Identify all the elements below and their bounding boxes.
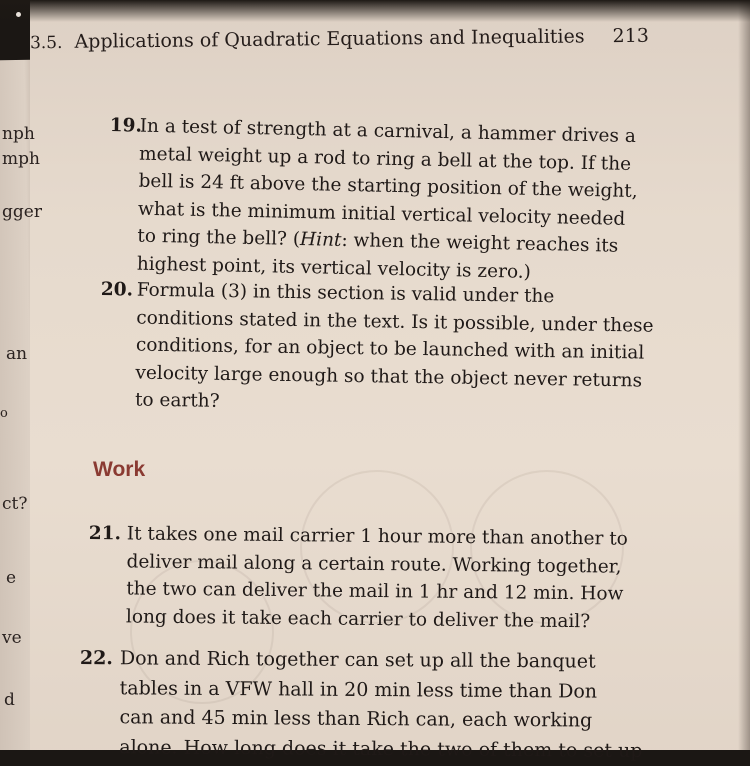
problem-text: metal weight up a rod to ring a bell at the top. If the — [138, 143, 632, 175]
problem-text: alone. How long does it take the two of them to set up — [119, 735, 643, 762]
problem-20 — [99, 276, 654, 422]
problem-line — [88, 602, 627, 635]
problem-text: Formula (3) in this section is valid under the — [136, 279, 555, 308]
facing-page-fragment: d — [4, 690, 15, 710]
problem-text: In a test of strength at a carnival, a hammer drives a — [139, 115, 637, 148]
hint-text: : when the weight reaches its — [341, 229, 619, 257]
hint-label: Hint — [299, 229, 342, 251]
problem-text: velocity large enough so that the object never returns — [135, 362, 643, 392]
problem-text: conditions, for an object to be launched with an initial — [135, 334, 645, 364]
hint-prefix: to ring the bell? ( — [137, 225, 301, 251]
facing-page-fragment: ct? — [2, 494, 28, 514]
problem-text: to earth? — [134, 389, 220, 412]
chapter-title: Applications of Quadratic Equations and Inequalities — [74, 25, 585, 53]
problem-number: 22. — [79, 646, 114, 670]
problem-text: deliver mail along a certain route. Working together, — [126, 550, 622, 578]
problem-text: Don and Rich together can set up all the banquet — [119, 647, 596, 673]
section-heading-work: Work — [93, 458, 146, 481]
problem-19 — [107, 112, 639, 288]
problem-text: what is the minimum initial vertical velocity needed — [137, 198, 626, 230]
page-shadow — [738, 0, 750, 750]
problem-text: conditions stated in the text. Is it possible, under these — [136, 307, 654, 337]
problem-line — [80, 673, 643, 706]
problem-line — [79, 703, 642, 736]
facing-page-fragment: mph — [2, 149, 40, 169]
problem-text: tables in a VFW hall in 20 min less time than Don — [119, 676, 598, 703]
facing-page-fragment: gger — [2, 202, 42, 222]
section-number: 3.5. — [29, 32, 63, 54]
problem-line — [79, 732, 642, 765]
problem-21 — [88, 520, 628, 636]
facing-page-fragment: an — [6, 344, 28, 364]
facing-page-fragment: nph — [2, 124, 35, 144]
problem-text: It takes one mail carrier 1 hour more than another to — [126, 523, 628, 550]
problem-number: 20. — [100, 278, 134, 301]
problem-text: can and 45 min less than Rich can, each working — [119, 706, 593, 732]
facing-page-fragment: o — [0, 406, 8, 421]
problem-number: 19. — [109, 114, 143, 137]
problem-text: the two can deliver the mail in 1 hr and 12 min. How — [126, 578, 624, 605]
problem-text: long does it take each carrier to deliver the mail? — [125, 605, 591, 632]
page-shadow — [0, 0, 750, 22]
facing-page-fragment: e — [6, 568, 17, 588]
facing-page-fragment: ve — [2, 628, 22, 648]
page-number: 213 — [612, 24, 649, 48]
corner-dot — [16, 12, 21, 17]
problem-text: highest point, its vertical velocity is zero.) — [136, 253, 532, 283]
problem-text: bell is 24 ft above the starting position of the weight, — [138, 170, 638, 203]
problem-number: 21. — [88, 522, 122, 545]
problem-line — [80, 644, 643, 677]
problem-22 — [79, 644, 643, 766]
